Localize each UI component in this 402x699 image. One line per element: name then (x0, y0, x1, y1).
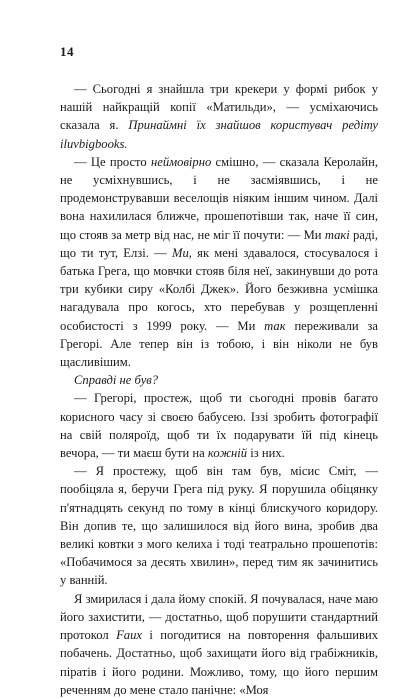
paragraph (60, 153, 378, 371)
text-run: Я змирилася і дала йому спокій. Я почувалася, наче маю його захистити, — достатньо, щоб порушити стандартний протокол (60, 591, 378, 643)
body-text (60, 80, 378, 699)
italic-text: Принаймні їх знайшов користувач редіту iluvbigbooks. (60, 118, 378, 151)
text-run: — Я простежу, щоб він там був, місис Сміт, — пообіцяла я, беручи Грега під руку. Я порушила обіцянку п'ятнадцять секунд по тому в кінці блискучого коридору. Він допив те, що залишилося від його вина, зробив два великі ковтки з мого келиха і тоді театрально прошепотів: «Побачимося за десять хвилин», перед тим як зачинитись у ванній. (60, 464, 378, 588)
italic-text: кожній (207, 446, 248, 461)
paragraph (60, 371, 378, 389)
text-run: — Сьогодні я знайшла три крекери у формі рибок у нашій найкращій копії «Матильди», — усміхаючись сказала я. (60, 82, 378, 133)
text-run: — Це просто (74, 154, 151, 169)
italic-text: Ми (171, 245, 189, 260)
italic-text: такі (324, 227, 350, 242)
text-run: і погодитися на повторення фальшивих побачень. Достатньо, щоб захищати його від грабіжників, піратів і його родини. Можливо, тому, що його першим реченням до мене стало панічне: «Моя (60, 628, 378, 697)
paragraph (60, 80, 378, 153)
text-run: переживали за Грегорі. Але тепер він із тобою, і він ніколи не був щасливішим. (60, 318, 378, 370)
paragraph (60, 389, 378, 462)
text-run: із них. (247, 446, 285, 461)
italic-text: неймовірно (150, 154, 212, 169)
italic-text: так (264, 318, 286, 333)
italic-text: Справді не був? (74, 373, 159, 388)
text-run: , як мені здавалося, стосувалося і батька Грега, що мовчки стояв біля неї, закинувши до рота три кубики сиру «Колбі Джек». Його безживна усмішка нагадувала про когось, хто перебував у розщепленні особистості з 1999 року. — Ми (60, 245, 378, 333)
text-run: — Грегорі, простеж, щоб ти сьогодні провів багато корисного часу зі своєю бабусею. Іззі зробить фотографії на свій поляроїд, щоб ти їх подарувати їй під кінець вечора, — ти маєш бути на (60, 391, 378, 461)
italic-text: Faux (116, 628, 142, 643)
text-run: раді, що ти тут, Елзі. — (60, 227, 379, 260)
text-run: смішно, — сказала Керолайн, не усміхнувшись, і не засміявшись, і не продемонструвавши веселощів ніяким іншим чином. Далі вона нахилилася ближче, прошепотівши так, наче її син, що стояв за метр від нас, не міг її почути: — Ми (60, 154, 378, 242)
paragraph (60, 462, 378, 589)
paragraph (60, 590, 378, 699)
page-number: 14 (60, 44, 74, 59)
